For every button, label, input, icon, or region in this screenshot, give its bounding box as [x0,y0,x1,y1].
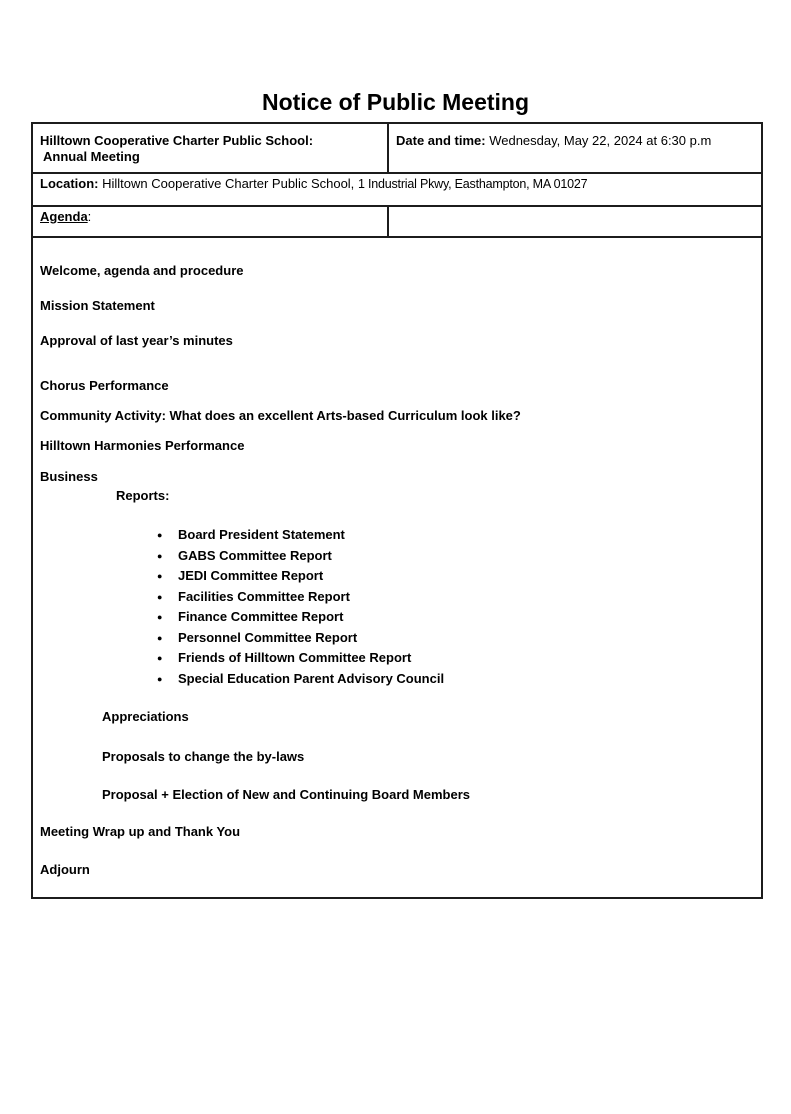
report-bullet-item [33,631,761,645]
bullet-icon: ● [157,632,163,643]
page-title: Notice of Public Meeting [261,89,530,115]
bullet-icon: ● [157,530,163,540]
location-cell [32,173,762,206]
location-value-address: 1 Industrial Pkwy, Easthampton, MA 01027 [357,177,588,191]
school-name-cell [32,123,388,173]
agenda-item-adjourn: Adjourn [40,861,90,877]
agenda-item-harmonies: Hilltown Harmonies Performance [40,438,245,453]
report-bullet-label: Special Education Parent Advisory Council [178,670,445,686]
document-page [0,90,791,1114]
date-time-value: Wednesday, May 22, 2024 at 6:30 p.m [489,133,712,148]
location-value-school: Hilltown Cooperative Charter Public School, [102,176,355,191]
school-name-line1: Hilltown Cooperative Charter Public School: [40,133,314,148]
report-bullet-label: JEDI Committee Report [178,568,324,583]
agenda-item-reports-label: Reports: [116,488,170,503]
bullet-icon: ● [157,673,163,684]
agenda-item-business: Business [40,469,98,484]
report-bullet-item [33,651,761,665]
date-time-cell [388,123,762,173]
report-bullet-label: Board President Statement [178,527,345,542]
agenda-item-chorus: Chorus Performance [40,378,169,393]
bullet-icon: ● [157,591,163,602]
agenda-item-wrap-up: Meeting Wrap up and Thank You [40,823,241,839]
report-bullet-item [33,672,761,686]
agenda-label-colon: : [87,209,92,224]
report-bullet-label: Facilities Committee Report [178,588,350,604]
report-bullet-label: Finance Committee Report [178,609,344,624]
location-label: Location: [40,176,99,191]
agenda-label-cell [32,206,388,237]
agenda-item-mission: Mission Statement [40,298,155,313]
school-name-line2: Annual Meeting [43,149,140,164]
agenda-item-bylaws-proposals: Proposals to change the by-laws [102,748,305,764]
table-row [32,173,762,206]
report-bullet-item [33,610,761,624]
bullet-icon: ● [157,612,163,622]
bullet-icon: ● [157,550,163,561]
meeting-info-table [31,122,763,899]
agenda-item-board-election: Proposal + Election of New and Continuing Board Members [102,786,471,802]
report-bullet-item [33,528,761,542]
table-row [32,123,762,173]
report-bullet-label: Friends of Hilltown Committee Report [178,650,412,665]
agenda-label: Agenda [40,209,88,224]
report-bullet-label: Personnel Committee Report [178,629,358,645]
agenda-item-appreciations: Appreciations [102,708,189,724]
table-row [32,206,762,237]
bullet-icon: ● [157,571,163,581]
report-bullet-label: GABS Committee Report [178,547,332,563]
report-bullet-item [33,549,761,563]
table-row [32,237,762,898]
report-bullet-item [33,569,761,583]
agenda-item-community-activity: Community Activity: What does an excellent Arts-based Curriculum look like? [40,408,521,423]
report-bullet-item [33,590,761,604]
agenda-item-welcome: Welcome, agenda and procedure [40,263,244,278]
reports-bullet-list [33,528,761,686]
date-time-label: Date and time: [396,133,486,148]
agenda-body-cell [32,237,762,898]
agenda-item-minutes: Approval of last year’s minutes [40,333,233,348]
agenda-empty-cell [388,206,762,237]
bullet-icon: ● [157,653,163,663]
